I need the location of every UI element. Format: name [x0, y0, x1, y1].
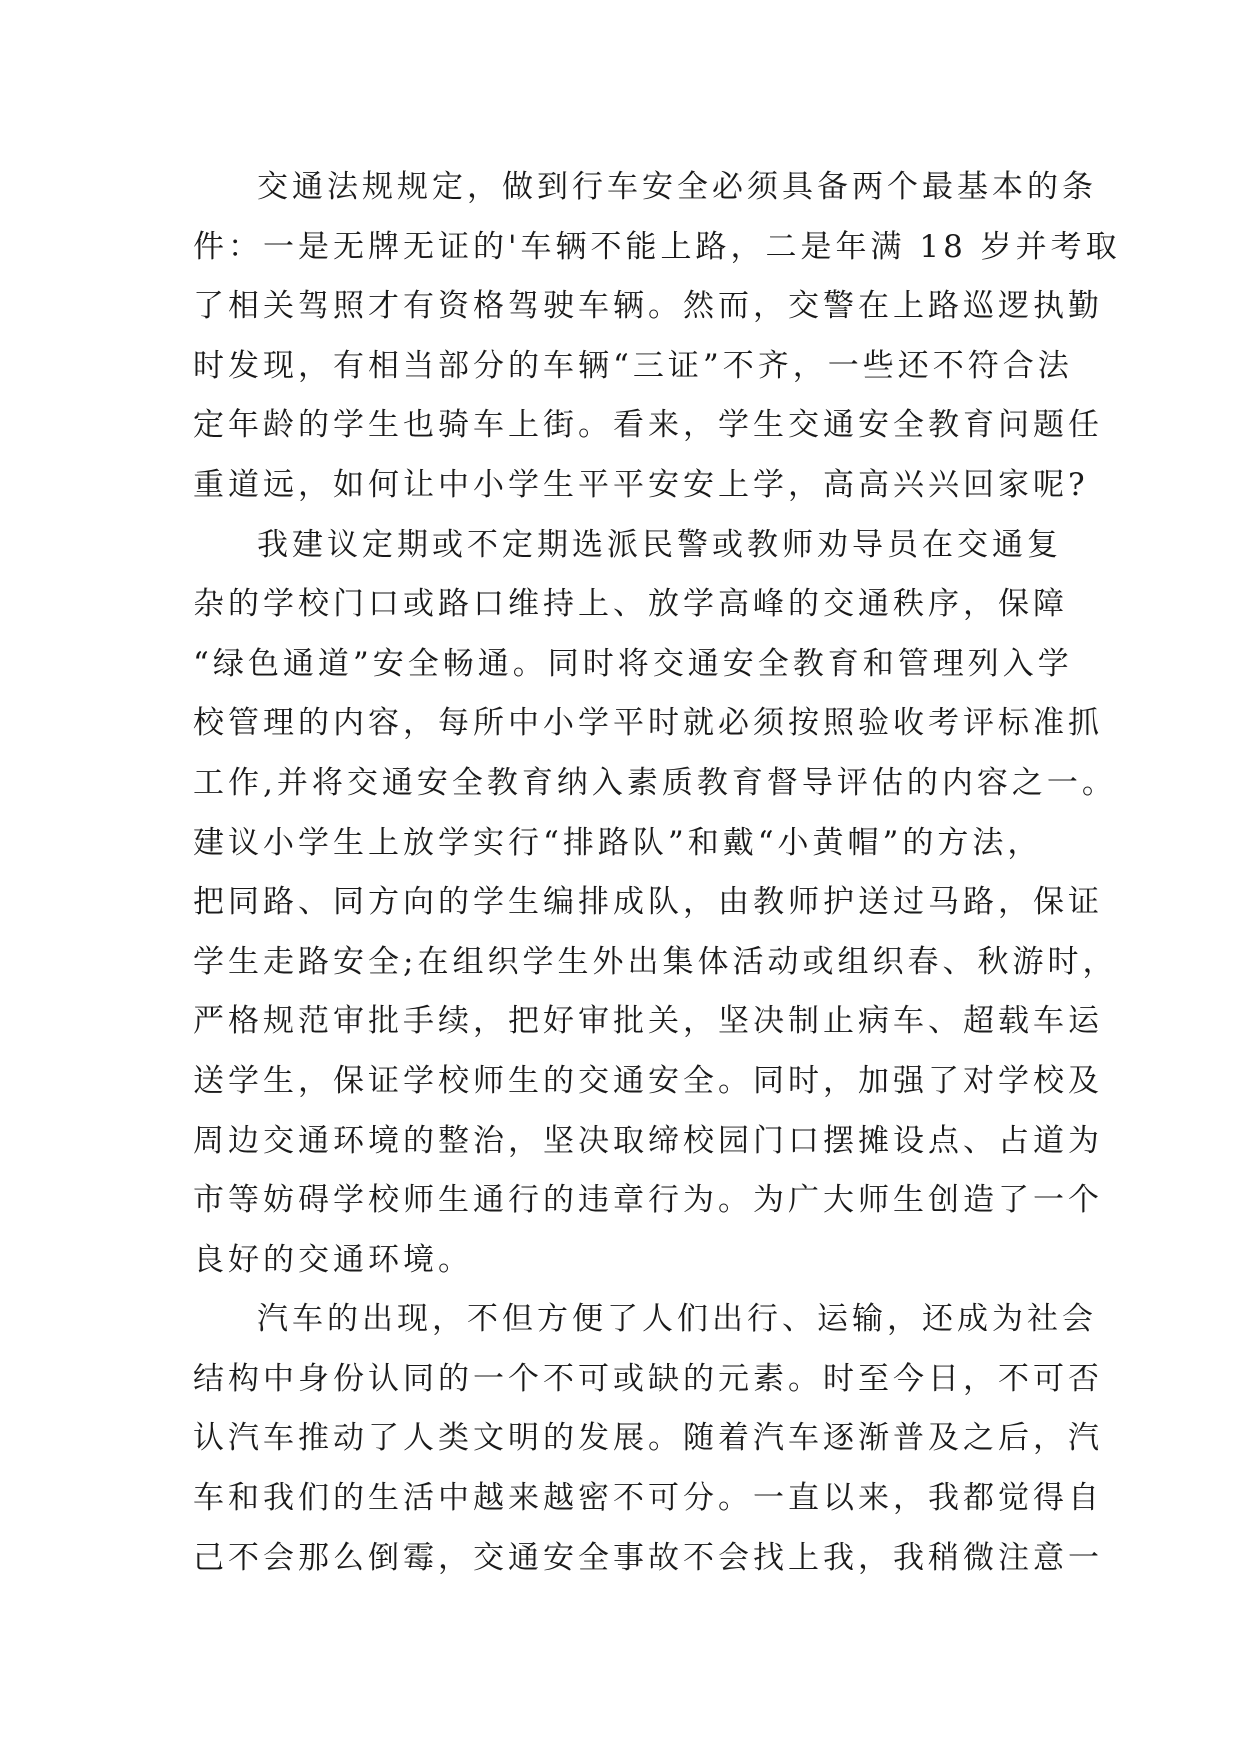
paragraph-1-line-1: 交通法规规定，做到行车安全必须具备两个最基本的条	[257, 169, 1097, 205]
paragraph-2-line-3: “绿色通道”安全畅通。同时将交通安全教育和管理列入学	[193, 645, 1073, 682]
paragraph-2-line-6: 建议小学生上放学实行“排路队”和戴“小黄帽”的方法，	[193, 824, 1043, 861]
paragraph-2-line-12: 市等妨碍学校师生通行的违章行为。为广大师生创造了一个	[193, 1182, 1103, 1219]
paragraph-2-line-11: 周边交通环境的整治，坚决取缔校园门口摆摊设点、占道为	[193, 1122, 1103, 1159]
document-body	[193, 158, 1121, 1588]
paragraph-1-line-2: 件：一是无牌无证的'车辆不能上路，二是年满 18 岁并考取	[193, 228, 1121, 265]
paragraph-1-line-6: 重道远，如何让中小学生平平安安上学，高高兴兴回家呢?	[193, 466, 1089, 503]
paragraph-2-line-10: 送学生，保证学校师生的交通安全。同时，加强了对学校及	[193, 1062, 1103, 1099]
paragraph-2-line-4: 校管理的内容，每所中小学平时就必须按照验收考评标准抓	[193, 705, 1103, 742]
paragraph-3-line-3: 认汽车推动了人类文明的发展。随着汽车逐渐普及之后，汽	[193, 1420, 1103, 1457]
paragraph-3-line-2: 结构中身份认同的一个不可或缺的元素。时至今日，不可否	[193, 1360, 1103, 1397]
paragraph-1-line-4: 时发现，有相当部分的车辆“三证”不齐，一些还不符合法	[193, 347, 1073, 384]
paragraph-2-line-8: 学生走路安全;在组织学生外出集体活动或组织春、秋游时，	[193, 943, 1118, 980]
paragraph-2-line-2: 杂的学校门口或路口维持上、放学高峰的交通秩序，保障	[193, 586, 1068, 623]
paragraph-2-line-13: 良好的交通环境。	[193, 1241, 473, 1278]
paragraph-2-line-7: 把同路、同方向的学生编排成队，由教师护送过马路，保证	[193, 884, 1103, 921]
paragraph-2-line-5: 工作,并将交通安全教育纳入素质教育督导评估的内容之一。	[193, 764, 1117, 801]
paragraph-2-line-1: 我建议定期或不定期选派民警或教师劝导员在交通复	[257, 526, 1062, 563]
paragraph-1-line-3: 了相关驾照才有资格驾驶车辆。然而，交警在上路巡逻执勤	[193, 288, 1103, 325]
paragraph-2-line-9: 严格规范审批手续，把好审批关，坚决制止病车、超载车运	[193, 1003, 1103, 1040]
paragraph-3-line-4: 车和我们的生活中越来越密不可分。一直以来，我都觉得自	[193, 1480, 1103, 1517]
paragraph-3-line-1: 汽车的出现，不但方便了人们出行、运输，还成为社会	[257, 1301, 1097, 1338]
paragraph-1-line-5: 定年龄的学生也骑车上街。看来，学生交通安全教育问题任	[193, 407, 1103, 444]
paragraph-3-line-5: 己不会那么倒霉，交通安全事故不会找上我，我稍微注意一	[193, 1539, 1103, 1576]
